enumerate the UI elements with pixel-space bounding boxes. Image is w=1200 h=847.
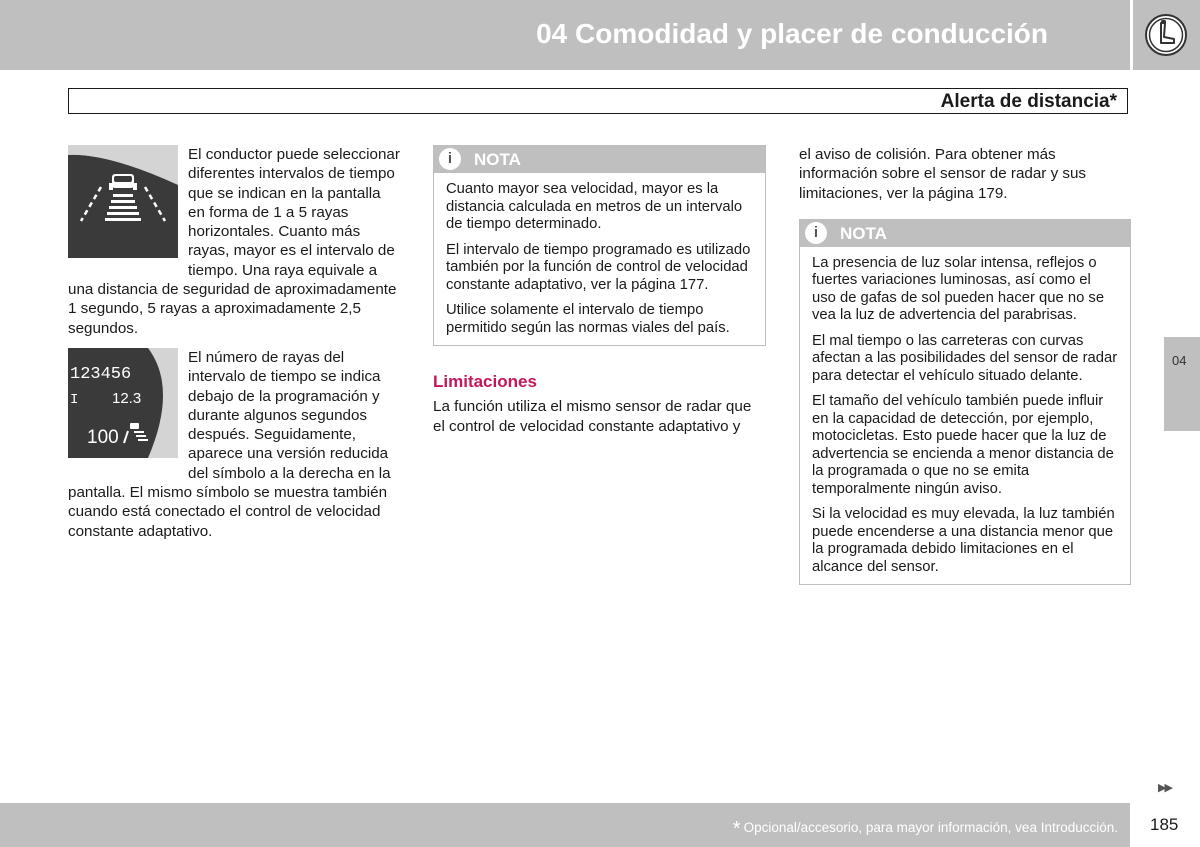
footnote: [733, 818, 1118, 841]
column-3: [799, 145, 1131, 585]
info-icon: i: [805, 222, 827, 244]
trip-readout: 12.3: [112, 389, 142, 407]
section-title: Alerta de distancia*: [940, 91, 1117, 112]
note-box-2: [799, 219, 1131, 586]
column-2: [433, 145, 766, 436]
note-paragraph: Si la velocidad es muy elevada, la luz también puede encenderse a una distancia menor que la programada debido limitaciones en el alcance del sensor.: [812, 506, 1115, 575]
limitations-heading: Limitaciones: [433, 372, 537, 391]
distance-bars-display: [68, 145, 178, 258]
note-label: NOTA: [474, 150, 521, 169]
chapter-icon-box: [1133, 0, 1200, 70]
odometer-readout: 123456: [70, 364, 132, 384]
note-paragraph: Utilice solamente el intervalo de tiempo permitido según las normas viales del país.: [446, 302, 730, 336]
column-1: [68, 145, 400, 541]
note-paragraph: El tamaño del vehículo también puede influir en la capacidad de detección, por ejemplo, motocicletas. Esto puede hacer que la luz de advertencia se encienda a menor distancia de la programada o que no se emita temporalmente ningún aviso.: [812, 393, 1114, 497]
footer-band: [0, 803, 1130, 847]
limitations-paragraph: La función utiliza el mismo sensor de radar que el control de velocidad constante adaptativo y: [433, 398, 752, 435]
note-paragraph: Cuanto mayor sea velocidad, mayor es la distancia calculada en metros de un intervalo de tiempo determinado.: [446, 181, 743, 232]
intro-paragraph: El conductor puede seleccionar diferentes intervalos de tiempo que se indican en la pantalla en forma de 1 a 5 rayas horizontales. Cuanto más rayas, mayor es el intervalo de tiempo. Una raya equivale a una distancia de seguridad de aproximadamente 1 segundo, 5 rayas a aproximadamente 2,5 segundos.: [68, 146, 400, 337]
double-arrow-right-icon: ▶▶: [1158, 782, 1171, 794]
footnote-text: Opcional/accesorio, para mayor información, vea Introducción.: [743, 820, 1118, 835]
note-header: [434, 146, 765, 173]
footnote-star: *: [732, 818, 741, 840]
note-paragraph: La presencia de luz solar intensa, reflejos o fuertes variaciones luminosas, así como el uso de gafas de sol pueden hacer que no se vea la luz de advertencia del parabrisas.: [812, 254, 1105, 324]
chapter-tab-label: 04: [1172, 353, 1187, 368]
chapter-title: 04 Comodidad y placer de conducción: [536, 18, 1048, 49]
note-header: [800, 220, 1130, 247]
distance-bars-graphic: [68, 145, 178, 258]
info-icon: i: [439, 148, 461, 170]
note-paragraph: El intervalo de tiempo programado es utilizado también por la función de control de velocidad constante adaptativo, ver la página 177.: [446, 241, 751, 293]
left-marker: I: [70, 391, 79, 408]
section-title-bar: [68, 88, 1128, 114]
instrument-display: [68, 348, 178, 458]
page-number: 185: [1150, 815, 1179, 834]
chapter-side-tab[interactable]: [1164, 337, 1200, 431]
note-label: NOTA: [840, 223, 887, 243]
speed-readout: 100: [87, 426, 119, 448]
note-box-1: [433, 145, 766, 346]
instrument-display-graphic: [68, 348, 178, 458]
radar-paragraph: el aviso de colisión. Para obtener más información sobre el sensor de radar y sus limitaciones, ver la página 179.: [799, 146, 1087, 202]
header-band: [0, 0, 1130, 70]
seat-icon: [1144, 13, 1188, 57]
note-paragraph: El mal tiempo o las carreteras con curvas afectan a las posibilidades del sensor de radar para detectar el vehículo situado delante.: [812, 332, 1118, 384]
symbol-paragraph: El número de rayas del intervalo de tiempo se indica debajo de la programación y durante algunos segundos después. Seguidamente, aparece una versión reducida del símbolo a la derecha en la pantalla. El mismo símbolo se muestra también cuando está conectado el control de velocidad constante adaptativo.: [68, 348, 391, 540]
